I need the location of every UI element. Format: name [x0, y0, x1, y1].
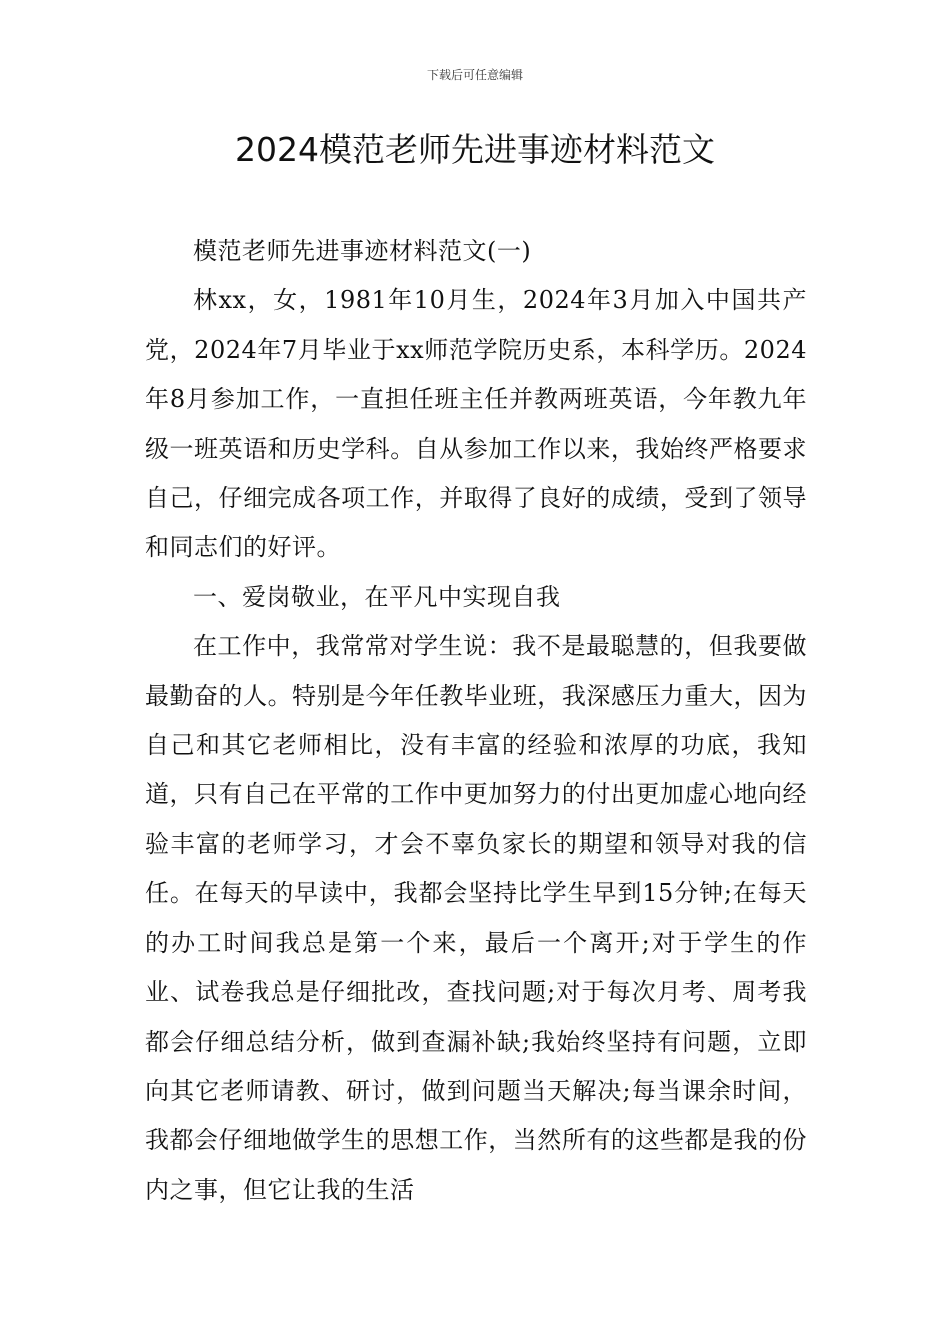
- document-title: 2024模范老师先进事迹材料范文: [235, 130, 715, 169]
- page-header-note: 下载后可任意编辑: [426, 68, 523, 82]
- paragraph-subtitle: 模范老师先进事迹材料范文(一): [193, 237, 532, 265]
- section-heading-1: 一、爱岗敬业，在平凡中实现自我: [193, 582, 561, 611]
- document-body: [145, 227, 807, 1215]
- paragraph-intro: 林xx，女，1981年10月生，2024年3月加入中国共产党，2024年7月毕业于xx师范学院历史系，本科学历。2024年8月参加工作，一直担任班主任并教两班英语，今年教九年级一班英语和历史学科。自从参加工作以来，我始终严格要求自己，仔细完成各项工作，并取得了良好的成绩，受到了领导和同志们的好评。: [145, 286, 807, 562]
- paragraph-section-1: 在工作中，我常常对学生说：我不是最聪慧的，但我要做最勤奋的人。特别是今年任教毕业班，我深感压力重大，因为自己和其它老师相比，没有丰富的经验和浓厚的功底，我知道，只有自己在平常的工作中更加努力的付出更加虚心地向经验丰富的老师学习，才会不辜负家长的期望和领导对我的信任。在每天的早读中，我都会坚持比学生早到15分钟;在每天的办工时间我总是第一个来，最后一个离开;对于学生的作业、试卷我总是仔细批改，查找问题;对于每次月考、周考我都会仔细总结分析，做到查漏补缺;我始终坚持有问题，立即向其它老师请教、研讨，做到问题当天解决;每当课余时间，我都会仔细地做学生的思想工作，当然所有的这些都是我的份内之事，但它让我的生活: [145, 632, 807, 1204]
